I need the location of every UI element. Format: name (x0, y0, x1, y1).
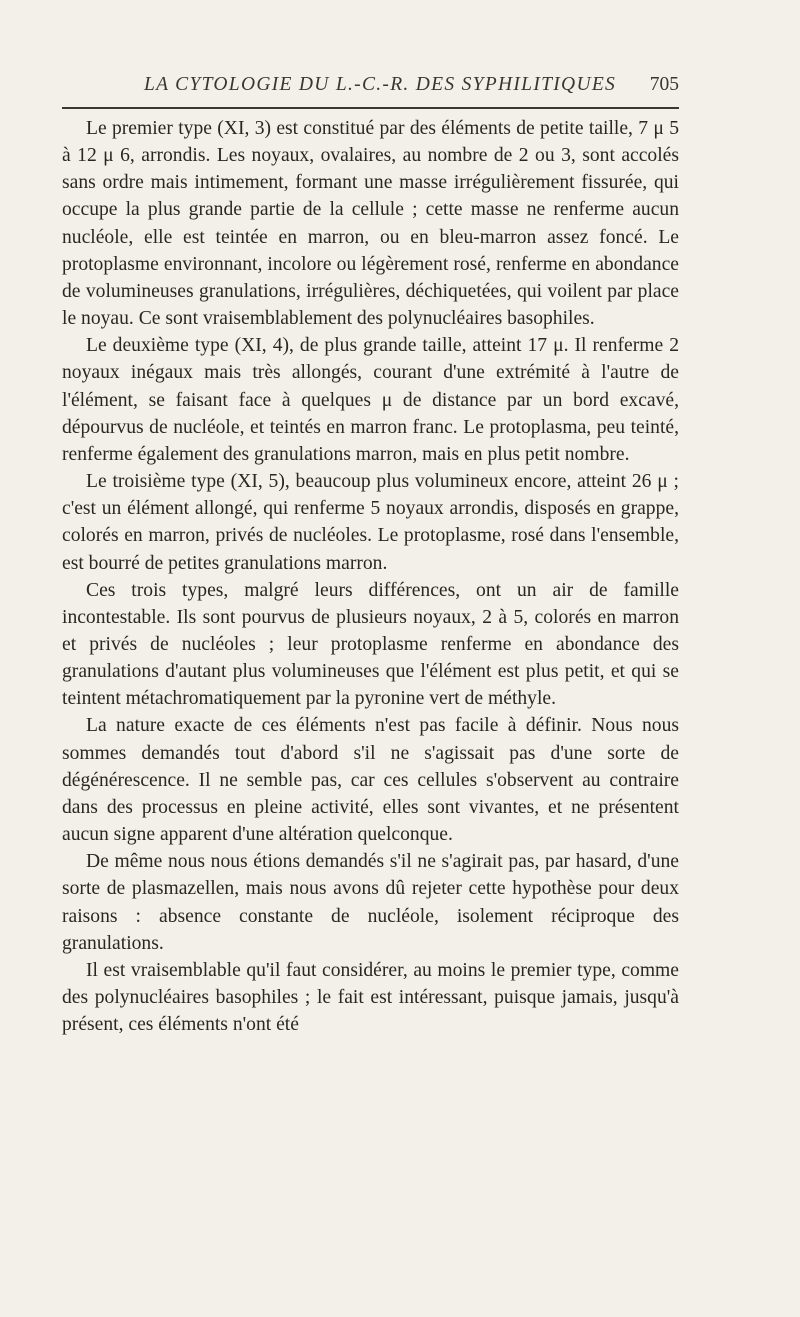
header-rule (62, 107, 679, 109)
running-title: LA CYTOLOGIE DU L.-C.-R. DES SYPHILITIQUES (144, 74, 617, 95)
body-text (62, 115, 679, 1038)
paragraph-family-resemblance: Ces trois types, malgré leurs différences, ont un air de famille incontestable. Ils sont pourvus de plusieurs noyaux, 2 à 5, colorés en marron et privés de nucléoles ; leur protoplasme renferme en abondance des granulations d'autant plus volumineuses que l'élément est plus petit, et qui se teintent métachromatiquement par la pyronine vert de méthyle. (62, 579, 679, 710)
paragraph-nature: La nature exacte de ces éléments n'est pas facile à définir. Nous nous sommes demandés tout d'abord s'il ne s'agissait pas d'une sorte de dégénérescence. Il ne semble pas, car ces cellules s'observent au contraire dans des processus en pleine activité, elles sont vivantes, et ne présentent aucun signe apparent d'une altération quelconque. (62, 715, 679, 846)
page-header (62, 74, 679, 106)
page-number: 705 (649, 74, 679, 95)
paragraph-plasmazellen: De même nous nous étions demandés s'il ne s'agirait pas, par hasard, d'une sorte de plasmazellen, mais nous avons dû rejeter cette hypothèse pour deux raisons : absence constante de nucléole, isolement réciproque des granulations. (62, 851, 679, 954)
paragraph-third-type: Le troisième type (XI, 5), beaucoup plus volumineux encore, atteint 26 μ ; c'est un élément allongé, qui renferme 5 noyaux arrondis, disposés en grappe, colorés en marron, privés de nucléoles. Le protoplasme, rosé dans l'ensemble, est bourré de petites granulations marron. (62, 471, 679, 574)
paragraph-second-type: Le deuxième type (XI, 4), de plus grande taille, atteint 17 μ. Il renferme 2 noyaux inégaux mais très allongés, courant d'une extrémité à l'autre de l'élément, se faisant face à quelques μ de distance par un bord excavé, dépourvus de nucléole, et teintés en marron franc. Le protoplasma, peu teinté, renferme également des granulations marron, mais en plus petit nombre. (62, 335, 679, 465)
paragraph-conclusion: Il est vraisemblable qu'il faut considérer, au moins le premier type, comme des polynucléaires basophiles ; le fait est intéressant, puisque jamais, jusqu'à présent, ces éléments n'ont été (62, 959, 679, 1036)
paragraph-first-type: Le premier type (XI, 3) est constitué par des éléments de petite taille, 7 μ 5 à 12 μ 6, arrondis. Les noyaux, ovalaires, au nombre de 2 ou 3, sont accolés sans ordre mais intimement, formant une masse irrégulièrement fissurée, qui occupe la plus grande partie de la cellule ; cette masse ne renferme aucun nucléole, elle est teintée en marron, ou en bleu-marron assez foncé. Le protoplasme environnant, incolore ou légèrement rosé, renferme en abondance de volumineuses granulations, irrégulières, déchiquetées, qui voilent par place le noyau. Ce sont vraisemblablement des polynucléaires basophiles. (62, 118, 679, 330)
